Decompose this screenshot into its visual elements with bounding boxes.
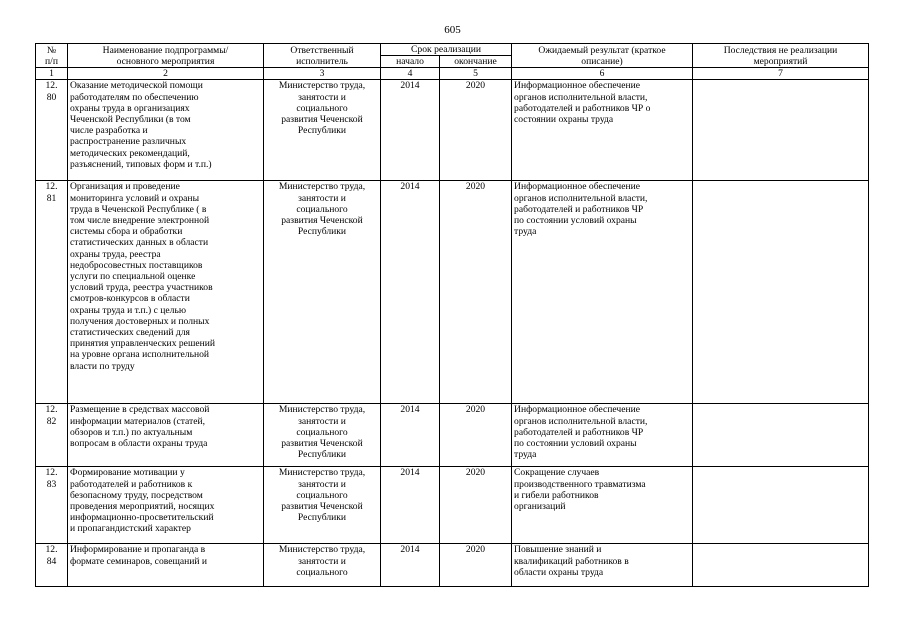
row-result: Сокращение случаев производственного травматизма и гибели работников организаций <box>512 467 693 544</box>
row-responsible: Министерство труда, занятости и социального развития Чеченской Республики <box>264 181 381 404</box>
row-start-year: 2014 <box>381 80 440 181</box>
header-row <box>36 44 869 56</box>
row-result: Информационное обеспечение органов исполнительной власти, работодателей и работников ЧР по состоянии условий охраны труда <box>512 404 693 467</box>
header-name: Наименование подпрограммы/ основного мероприятия <box>68 44 264 68</box>
table-row <box>36 80 869 181</box>
row-responsible: Министерство труда, занятости и социального развития Чеченской Республики <box>264 467 381 544</box>
row-start-year: 2014 <box>381 544 440 587</box>
header-consequences: Последствия не реализации мероприятий <box>693 44 869 68</box>
column-numbers-row <box>36 68 869 80</box>
row-number: 12. 84 <box>36 544 68 587</box>
header-result: Ожидаемый результат (краткое описание) <box>512 44 693 68</box>
table-row <box>36 181 869 404</box>
row-number: 12. 82 <box>36 404 68 467</box>
row-name: Формирование мотивации у работодателей и работников к безопасному труду, посредством проведения мероприятий, носящих информационно-просветительский и пропагандистский характер <box>68 467 264 544</box>
row-end-year: 2020 <box>440 181 512 404</box>
row-end-year: 2020 <box>440 544 512 587</box>
row-consequences <box>693 181 869 404</box>
row-start-year: 2014 <box>381 404 440 467</box>
column-number: 1 <box>36 68 68 80</box>
row-name: Организация и проведение мониторинга условий и охраны труда в Чеченской Республике ( в том числе внедрение электронной системы сбора и обработки статистических данных в области охраны труда, реестра недобросовестных поставщиков услуги по специальной оценке условий труда, реестра участников смотров-конкурсов в области охраны труда и т.п.) с целью получения достоверных и полных статистических сведений для принятия управленческих решений на уровне органа исполнительной власти по труду <box>68 181 264 404</box>
row-start-year: 2014 <box>381 181 440 404</box>
column-number: 4 <box>381 68 440 80</box>
table-row <box>36 467 869 544</box>
row-number: 12. 81 <box>36 181 68 404</box>
row-end-year: 2020 <box>440 80 512 181</box>
row-consequences <box>693 404 869 467</box>
row-consequences <box>693 80 869 181</box>
column-number: 2 <box>68 68 264 80</box>
table-row <box>36 544 869 587</box>
row-end-year: 2020 <box>440 404 512 467</box>
row-name: Оказание методической помощи работодателям по обеспечению охраны труда в организациях Чеченской Республики (в том числе разработка и распространение различных методических рекомендаций, разъяснений, типовых форм и т.п.) <box>68 80 264 181</box>
row-result: Повышение знаний и квалификаций работников в области охраны труда <box>512 544 693 587</box>
row-number: 12. 80 <box>36 80 68 181</box>
row-end-year: 2020 <box>440 467 512 544</box>
row-result: Информационное обеспечение органов исполнительной власти, работодателей и работников ЧР по состоянии условий охраны труда <box>512 181 693 404</box>
row-name: Размещение в средствах массовой информации материалов (статей, обзоров и т.п.) по актуальным вопросам в области охраны труда <box>68 404 264 467</box>
column-number: 6 <box>512 68 693 80</box>
row-consequences <box>693 544 869 587</box>
row-consequences <box>693 467 869 544</box>
row-number: 12. 83 <box>36 467 68 544</box>
activities-table <box>35 43 869 587</box>
page-number: 605 <box>444 24 461 36</box>
column-number: 5 <box>440 68 512 80</box>
row-result: Информационное обеспечение органов исполнительной власти, работодателей и работников ЧР о состоянии охраны труда <box>512 80 693 181</box>
row-start-year: 2014 <box>381 467 440 544</box>
header-responsible: Ответственный исполнитель <box>264 44 381 68</box>
header-num: № п/п <box>36 44 68 68</box>
row-responsible: Министерство труда, занятости и социального <box>264 544 381 587</box>
row-responsible: Министерство труда, занятости и социального развития Чеченской Республики <box>264 404 381 467</box>
column-number: 7 <box>693 68 869 80</box>
header-term-end: окончание <box>440 56 512 68</box>
row-responsible: Министерство труда, занятости и социального развития Чеченской Республики <box>264 80 381 181</box>
header-term: Срок реализации <box>381 44 512 56</box>
row-name: Информирование и пропаганда в формате семинаров, совещаний и <box>68 544 264 587</box>
header-term-start: начало <box>381 56 440 68</box>
table-row <box>36 404 869 467</box>
column-number: 3 <box>264 68 381 80</box>
